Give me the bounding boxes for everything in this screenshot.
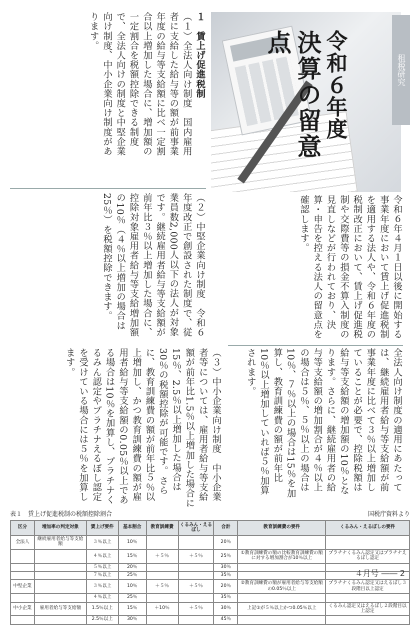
table-cell (238, 616, 326, 624)
table-header-cell: 増加率の判定対象 (34, 521, 86, 536)
table-header-cell: くるみん・えるぼし (178, 521, 214, 536)
table-cell: ＋５％ (178, 549, 214, 563)
table-cell (34, 616, 86, 624)
tax-credit-table-section (10, 509, 410, 625)
table-cell (34, 594, 86, 602)
table-cell (11, 572, 35, 580)
table-cell: プラチナくるみん認定又はえるぼし３段階目以上認定 (326, 580, 410, 594)
table-cell: 中小企業 (11, 602, 35, 616)
table-cell: 継続雇用者給与等支給額 (34, 536, 86, 550)
table-header-cell: くるみん・えるぼしの要件 (326, 521, 410, 536)
text-column-b: 全法人向け制度の適用にあたっては、継続雇用者給与等支給額が前事業年度に比べて３％以上増加していることが必要で、控除税額は給与等支給額の増加額の10％となります。さらに、継続雇用者の給与等支給額の増加割合が４％以上の場合は５％、５％以上の場合は10％、７％以上の場合は15％を加算し、教育訓練費の額が前年比10％以上増加していれば５％加算されます。 (244, 348, 402, 498)
table-cell: ＋５％ (178, 580, 214, 594)
table-cell: 25％ (214, 549, 238, 563)
table-cell (178, 572, 214, 580)
table-cell (238, 536, 326, 550)
table-header-cell: 教育訓練費 (146, 521, 178, 536)
table-header-cell: 賃上げ要件 (86, 521, 118, 536)
table-cell: 30％ (118, 616, 146, 624)
table-cell (11, 616, 35, 624)
table-row (11, 616, 410, 624)
table-cell: 10％ (118, 580, 146, 594)
table-cell (238, 572, 326, 580)
table-cell (178, 594, 214, 602)
table-cell (326, 616, 410, 624)
table-cell: ②教育訓練費の額が雇用者給与等支給額の0.05％以上 (238, 580, 326, 594)
table-cell (34, 563, 86, 571)
tax-credit-table (10, 520, 410, 625)
section-tab: 租税研究 (392, 15, 410, 125)
column-divider (10, 188, 206, 189)
table-cell: 45％ (214, 616, 238, 624)
table-cell (34, 572, 86, 580)
table-header-cell: 教育訓練費の要件 (238, 521, 326, 536)
table-cell (11, 594, 35, 602)
table-cell (238, 563, 326, 571)
table-cell: ＋10％ (146, 602, 178, 616)
table-row (11, 602, 410, 616)
table-cell: 2.5％以上 (86, 616, 118, 624)
table-cell: 25％ (118, 572, 146, 580)
table-cell (178, 536, 214, 550)
table-cell: 20％ (214, 536, 238, 550)
table-header-cell: 合計 (214, 521, 238, 536)
table-row (11, 536, 410, 550)
table-body (11, 536, 410, 625)
table-cell: 30％ (214, 602, 238, 616)
table-source: 国税庁資料より (367, 511, 410, 518)
table-cell (34, 580, 86, 594)
table-cell: 30％ (214, 563, 238, 571)
table-cell (146, 594, 178, 602)
table-cell: ３％以上 (86, 580, 118, 594)
table-header-row (11, 521, 410, 536)
table-cell: ＋５％ (146, 580, 178, 594)
table-cell: 1.5％以上 (86, 602, 118, 616)
text-column-e: （３）中小企業向け制度 中小企業者等については、雇用者給与等支給額が前年比1.5％以上増加した場合に15％、2.5％以上増加した場合は30％の税額控除が可能です。さらに、教育訓練費の額が前年比５％以上増加し、かつ教育訓練費の額が雇用者給与等支給額の0.05％以上である場合は10％を加算し、プラチナくるみん認定やプラチナえるぼし認定を受けている場合には５％を加算します。 (63, 348, 221, 508)
table-cell: 15％ (118, 602, 146, 616)
table-cell: 上記①が５％以上かつ0.05％以上 (238, 602, 326, 616)
table-cell: 25％ (118, 594, 146, 602)
table-row (11, 549, 410, 563)
table-cell: くるみん認定又はえるぼし２段階目以上認定 (326, 602, 410, 616)
section-body: （１）全法人向け制度 国内雇用者に支給した給与等の額が前事業年度の給与等支給額に比べ一定割合以上増加した場合に、増加額の一定割合を税額控除できる制度で、全法人向けの制度と中堅企業向け制度、中小企業向け制度があります。 (87, 12, 192, 156)
table-cell: ５％以上 (86, 563, 118, 571)
table-header-cell: 区分 (11, 521, 35, 536)
table-cell: 20％ (214, 580, 238, 594)
table-cell (326, 594, 410, 602)
article-title (263, 30, 350, 180)
table-cell: 20％ (118, 563, 146, 571)
table-row (11, 572, 410, 580)
table-cell (238, 594, 326, 602)
table-cell: ①教育訓練費の額の比較教育訓練費の額に対する増加割合が10％以上 (238, 549, 326, 563)
table-row (11, 563, 410, 571)
table-cell: ７％以上 (86, 572, 118, 580)
section-heading: １ 賃上げ促進税制 (194, 12, 205, 99)
table-cell: 中堅企業 (11, 580, 35, 594)
table-cell (146, 616, 178, 624)
table-cell (34, 549, 86, 563)
table-cell: 15％ (118, 549, 146, 563)
table-row (11, 580, 410, 594)
table-cell: ＋５％ (178, 602, 214, 616)
table-cell: 全法人 (11, 536, 35, 550)
table-cell (11, 549, 35, 563)
text-column-d: （２）中堅企業向け制度 令和６年度改正で創設された制度で、従業員数2,000人以下の法人が対象です。継続雇用者給与等支給額が前年比３％以上増加した場合に、控除対象雇用者給与等支給増加額の10％（４％以上増加の場合は25％）を税額控除できます。 (100, 193, 205, 337)
article-title-line1: 令和６年度 (324, 30, 348, 140)
table-caption: 表１ 賃上げ促進税制の税額控除割合 (10, 511, 113, 518)
article-title-line2: 決算の留意点 (263, 30, 321, 160)
table-caption-row (10, 509, 410, 518)
table-cell: ３％以上 (86, 536, 118, 550)
table-cell (326, 536, 410, 550)
table-cell: 35％ (214, 594, 238, 602)
table-cell (178, 563, 214, 571)
table-cell: プラチナくるみん認定又はプラチナえるぼし認定 (326, 549, 410, 563)
table-cell (178, 616, 214, 624)
table-cell: ４％以上 (86, 594, 118, 602)
table-cell: 雇用者給与等支給額 (34, 602, 86, 616)
table-cell: ＋５％ (146, 549, 178, 563)
table-cell (146, 563, 178, 571)
intro-paragraph: 令和６年４月１日以後に開始する事業年度において賃上げ促進税制を適用する法人や、令和６年度の税制改正において、賃上げ促進税制や交際費等の損金不算入制度の見直しなどが行われており、決算・申告を控える法人の留意点を確認します。 (297, 195, 402, 339)
table-row (11, 594, 410, 602)
table-cell: ４％以上 (86, 549, 118, 563)
column-divider (228, 345, 403, 346)
table-cell (146, 572, 178, 580)
table-header-cell: 基本割合 (118, 521, 146, 536)
text-column-c (10, 12, 206, 162)
table-cell (11, 563, 35, 571)
table-cell: 35％ (214, 572, 238, 580)
table-cell (146, 536, 178, 550)
table-cell: 10％ (118, 536, 146, 550)
page-footer: ４月号 ―― 2 (354, 569, 405, 578)
